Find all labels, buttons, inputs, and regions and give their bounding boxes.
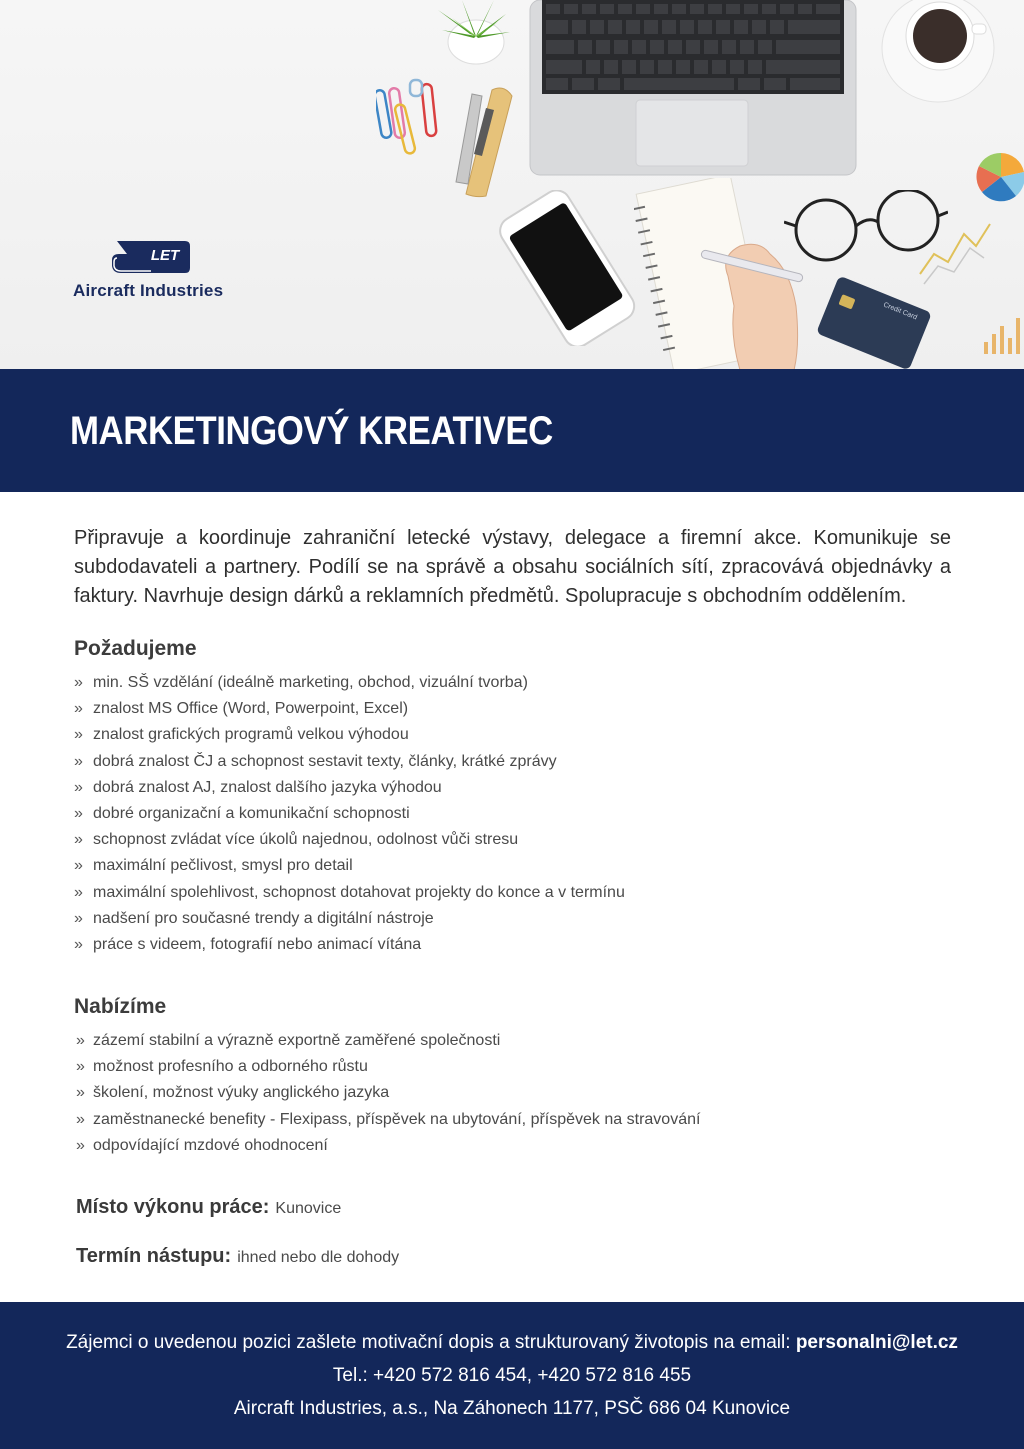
requirement-item-text: znalost MS Office (Word, Powerpoint, Excel) [93, 700, 409, 718]
logo-badge [111, 240, 191, 274]
requirement-item [74, 749, 625, 775]
logo-company-name: Aircraft Industries [73, 281, 224, 300]
requirement-item [74, 880, 625, 906]
requirement-item-text: práce s videem, fotografií nebo animací vítána [93, 935, 422, 953]
bullet-marker: » [74, 909, 83, 927]
requirement-item [74, 827, 625, 853]
plant-decor [418, 0, 518, 66]
contact-phone: Tel.: +420 572 816 454, +420 572 816 455 [332, 1365, 692, 1386]
requirement-item [74, 670, 625, 696]
start-date-label: Termín nástupu: [76, 1245, 232, 1267]
work-location-label: Místo výkonu práce: [76, 1196, 270, 1218]
offer-item-text: možnost profesního a odborného růstu [93, 1058, 368, 1076]
requirement-item [74, 775, 625, 801]
contact-line [0, 1332, 1024, 1354]
offers-list [76, 1028, 700, 1159]
bullet-marker: » [76, 1032, 85, 1049]
bullet-marker: » [74, 883, 83, 901]
bullet-marker: » [74, 857, 83, 875]
requirement-item-text: schopnost zvládat více úkolů najednou, odolnost vůči stresu [93, 831, 519, 849]
bullet-marker: » [76, 1084, 85, 1102]
contact-footer [0, 1302, 1024, 1449]
title-band [0, 369, 1024, 492]
offer-item [76, 1028, 700, 1054]
credit-card-decor [816, 276, 932, 369]
bullet-marker: » [74, 726, 83, 744]
hero-banner [0, 0, 1024, 369]
requirement-item [74, 932, 625, 958]
offers-heading: Nabízíme [74, 995, 167, 1018]
job-title: MARKETINGOVÝ KREATIVEC [70, 409, 553, 453]
requirement-item [74, 722, 625, 748]
requirements-heading: Požadujeme [74, 637, 197, 660]
contact-email-link[interactable]: personalni@let.cz [795, 1332, 958, 1353]
bullet-marker: » [74, 700, 83, 718]
requirement-item [74, 906, 625, 932]
pie-chart-decor [976, 152, 1024, 202]
start-date [76, 1245, 399, 1268]
offer-item [76, 1054, 700, 1080]
requirement-item-text: nadšení pro současné trendy a digitální nástroje [93, 909, 434, 927]
offer-item-text: odpovídající mzdové ohodnocení [93, 1136, 328, 1154]
logo-badge-text: LET [150, 247, 180, 264]
bullet-marker: » [74, 831, 83, 849]
offer-item [76, 1107, 700, 1133]
work-location [76, 1196, 341, 1219]
job-description: Připravuje a koordinuje zahraniční letecké výstavy, delegace a firemní akce. Komunikuje se subdodavateli a partnery. Podílí se na správě a obsahu sociálních sítí, zpracovává objednávky a faktury. Navrhuje design dárků a reklamních předmětů. Spolupracuje s obchodním oddělením. [74, 527, 951, 607]
coffee-cup-decor [878, 0, 998, 106]
offer-item [76, 1080, 700, 1106]
requirement-item-text: dobrá znalost ČJ a schopnost sestavit texty, články, krátké zprávy [93, 752, 557, 770]
offer-item-text: zázemí stabilní a výrazně exportně zaměřené společnosti [93, 1032, 501, 1049]
bullet-marker: » [76, 1136, 85, 1154]
work-location-value: Kunovice [275, 1200, 342, 1217]
requirement-item-text: maximální pečlivost, smysl pro detail [93, 857, 353, 875]
smartphone-decor [494, 190, 642, 346]
paper-clips-decor [376, 78, 448, 160]
bullet-marker: » [76, 1058, 85, 1076]
requirement-item-text: dobré organizační a komunikační schopnosti [93, 804, 410, 822]
bullet-marker: » [76, 1110, 85, 1128]
requirement-item-text: min. SŠ vzdělání (ideálně marketing, obchod, vizuální tvorba) [93, 674, 528, 691]
requirement-item-text: maximální spolehlivost, schopnost dotahovat projekty do konce a v termínu [93, 883, 625, 901]
bullet-marker: » [74, 778, 83, 796]
bullet-marker: » [74, 752, 83, 770]
requirement-item [74, 853, 625, 879]
laptop-decor [528, 0, 858, 178]
offer-item-text: školení, možnost výuky anglického jazyka [93, 1084, 390, 1102]
requirements-list [74, 670, 625, 958]
contact-text: Zájemci o uvedenou pozici zašlete motivační dopis a strukturovaný životopis na email: [66, 1332, 796, 1353]
stapler-decor [446, 84, 522, 198]
start-date-value: ihned nebo dle dohody [237, 1249, 400, 1266]
credit-card-label: Credit Card [882, 301, 919, 322]
company-address: Aircraft Industries, a.s., Na Záhonech 1177, PSČ 686 04 Kunovice [233, 1398, 791, 1419]
requirement-item-text: znalost grafických programů velkou výhodou [93, 726, 409, 744]
requirement-item [74, 801, 625, 827]
bullet-marker: » [74, 674, 83, 691]
requirement-item [74, 696, 625, 722]
requirement-item-text: dobrá znalost AJ, znalost dalšího jazyka výhodou [93, 778, 442, 796]
bullet-marker: » [74, 935, 83, 953]
offer-item-text: zaměstnanecké benefity - Flexipass, příspěvek na ubytování, příspěvek na stravování [93, 1110, 701, 1128]
bullet-marker: » [74, 804, 83, 822]
offer-item [76, 1133, 700, 1159]
